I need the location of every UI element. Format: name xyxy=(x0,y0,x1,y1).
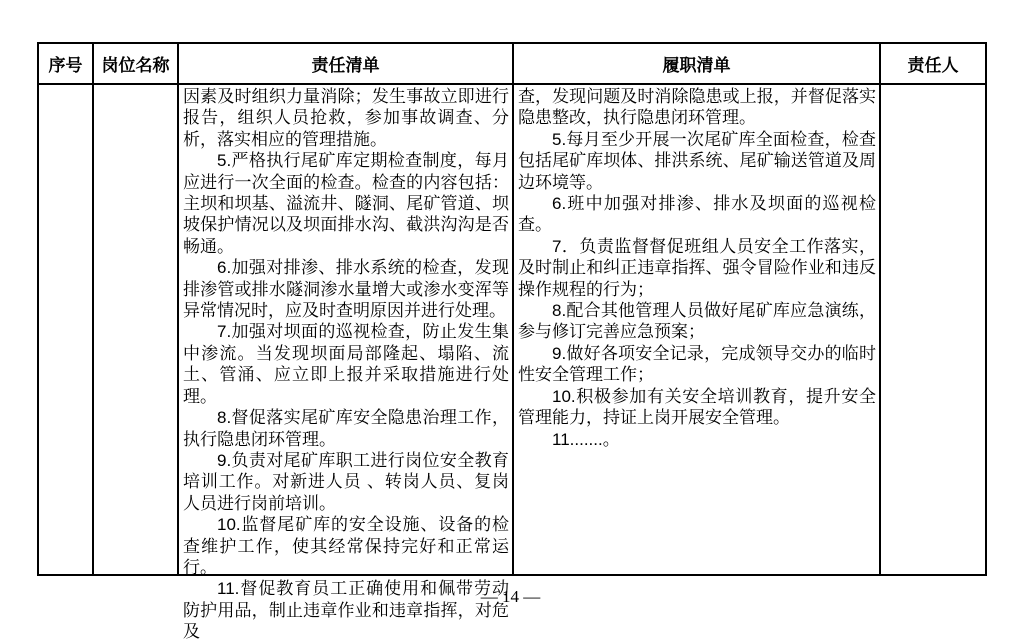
responsibility-list-text xyxy=(183,86,509,642)
column-header-responsible-person: 责任人 xyxy=(880,43,986,84)
paragraph: 9.负责对尾矿库职工进行岗位安全教育培训工作。对新进人员 、转岗人员、复岗人员进行岗前培训。 xyxy=(183,450,509,513)
column-header-serial-number: 序号 xyxy=(38,43,93,84)
paragraph: 6.班中加强对排渗、排水及坝面的巡视检查。 xyxy=(518,194,876,235)
cell-duty-list xyxy=(513,84,880,575)
duty-list-text xyxy=(518,86,876,450)
paragraph: 10.积极参加有关安全培训教育，提升安全管理能力，持证上岗开展安全管理。 xyxy=(518,386,876,428)
column-header-duty-list: 履职清单 xyxy=(513,43,880,84)
column-header-position-name: 岗位名称 xyxy=(93,43,178,84)
cell-position-name xyxy=(93,84,178,575)
paragraph: 6.加强对排渗、排水系统的检查，发现排渗管或排水隧洞渗水量增大或渗水变浑等异常情况时，应及时查明原因并进行处理。 xyxy=(183,258,509,321)
paragraph: 查，发现问题及时消除隐患或上报，并督促落实隐患整改，执行隐患闭环管理。 xyxy=(518,87,876,128)
column-header-responsibility-list: 责任清单 xyxy=(178,43,513,84)
cell-responsible-person xyxy=(880,84,986,575)
paragraph: 8.督促落实尾矿库安全隐患治理工作，执行隐患闭环管理。 xyxy=(183,408,509,449)
paragraph: 5.严格执行尾矿库定期检查制度，每月应进行一次全面的检查。检查的内容包括：主坝和坝基、溢流井、隧洞、尾矿管道、坝坡保护情况以及坝面排水沟、截洪沟沟是否畅通。 xyxy=(183,151,509,256)
paragraph: 10.监督尾矿库的安全设施、设备的检查维护工作，使其经常保持完好和正常运行。 xyxy=(183,515,509,577)
paragraph: 7.加强对坝面的巡视检查，防止发生集中渗流。当发现坝面局部隆起、塌陷、流土、管涌、应立即上报并采取措施进行处理。 xyxy=(183,322,509,406)
paragraph: 5.每月至少开展一次尾矿库全面检查，检查包括尾矿库坝体、排洪系统、尾矿输送管道及周边环境等。 xyxy=(518,129,876,192)
cell-serial-number xyxy=(38,84,93,575)
paragraph: 11.督促教育员工正确使用和佩带劳动防护用品，制止违章作业和违章指挥，对危及 xyxy=(183,579,509,642)
paragraph: 11.......。 xyxy=(552,429,620,449)
paragraph: 因素及时组织力量消除；发生事故立即进行报告，组织人员抢救，参加事故调查、分析，落实相应的管理措施。 xyxy=(183,87,509,149)
paragraph: 9.做好各项安全记录，完成领导交办的临时性安全管理工作； xyxy=(518,343,876,385)
table-header-row xyxy=(38,43,986,84)
paragraph: 8.配合其他管理人员做好尾矿库应急演练，参与修订完善应急预案； xyxy=(518,301,876,342)
page-number: — 14 — xyxy=(480,587,541,606)
table-row xyxy=(38,84,986,575)
paragraph: 7．负责监督督促班组人员安全工作落实，及时制止和纠正违章指挥、强令冒险作业和违反操作规程的行为； xyxy=(518,236,876,299)
